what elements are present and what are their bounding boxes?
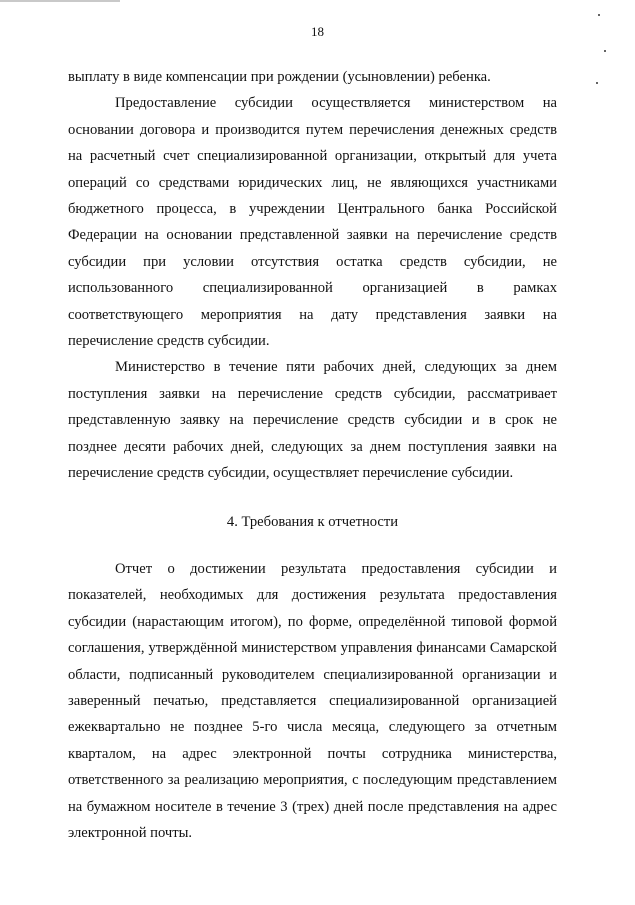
scan-edge-line <box>0 0 120 2</box>
paragraph-report: Отчет о достижении результата предоставления субсидии и показателей, необходимых для достижения результата предоставления субсидии (нарастающим итогом), по форме, определённой типовой формой соглашения, утверждённой министерством управления финансами Самарской области, подписанный руководителем специализированной организации и заверенный печатью, представляется специализированной организацией ежеквартально не позднее 5-го числа месяца, следующего за отчетным кварталом, на адрес электронной почты сотрудника министерства, ответственного за реализацию мероприятия, с последующим представлением на бумажном носителе в течение 3 (трех) дней после представления на адрес электронной почты. <box>68 560 557 841</box>
paragraph-continuation: выплату в виде компенсации при рождении (усыновлении) ребенка. <box>68 69 491 85</box>
scan-speck <box>604 50 606 52</box>
document-body <box>68 64 557 846</box>
paragraph-ministry-review: Министерство в течение пяти рабочих дней, следующих за днем поступления заявки на перечисление средств субсидии, рассматривает представленную заявку на перечисление средств субсидии и в срок не позднее десяти рабочих дней, следующих за днем поступления заявки на перечисление средств субсидии, осуществляет перечисление субсидии. <box>68 359 557 482</box>
paragraph-subsidy-provision: Предоставление субсидии осуществляется министерством на основании договора и производится путем перечисления денежных средств на расчетный счет специализированной организации, открытый для учета операций со средствами юридических лиц, не являющихся участниками бюджетного процесса, в учреждении Центрального банка Российской Федерации на основании представленной заявки на перечисление средств субсидии при условии отсутствия остатка средств субсидии, не использованного специализированной организацией в рамках соответствующего мероприятия на дату представления заявки на перечисление средств субсидии. <box>68 95 557 350</box>
scan-speck <box>596 82 598 84</box>
section-heading: 4. Требования к отчетности <box>226 513 399 530</box>
page-number: 18 <box>311 24 324 39</box>
scan-speck <box>598 14 600 16</box>
